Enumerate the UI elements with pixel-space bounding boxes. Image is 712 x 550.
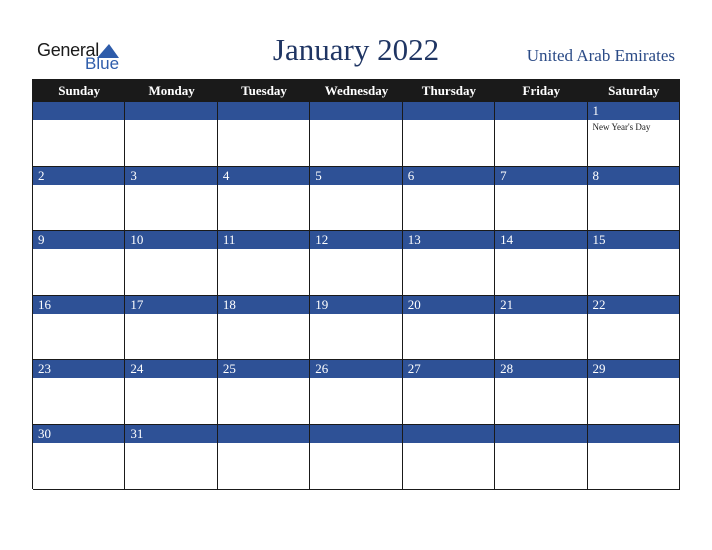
day-cell[interactable] bbox=[218, 231, 310, 296]
day-number bbox=[33, 102, 124, 120]
day-number bbox=[588, 425, 679, 443]
day-number bbox=[495, 425, 586, 443]
day-number: 21 bbox=[495, 296, 586, 314]
day-event bbox=[403, 443, 494, 445]
day-number: 7 bbox=[495, 167, 586, 185]
day-number: 5 bbox=[310, 167, 401, 185]
day-number: 16 bbox=[33, 296, 124, 314]
day-number: 1 bbox=[588, 102, 679, 120]
day-event bbox=[218, 443, 309, 445]
weekday-thursday: Thursday bbox=[421, 83, 476, 98]
day-event bbox=[403, 378, 494, 380]
day-cell[interactable] bbox=[403, 360, 495, 425]
weekday-friday: Friday bbox=[522, 83, 561, 98]
day-cell[interactable] bbox=[588, 296, 680, 361]
day-number: 4 bbox=[218, 167, 309, 185]
day-event bbox=[588, 249, 679, 251]
day-number: 28 bbox=[495, 360, 586, 378]
day-cell[interactable] bbox=[218, 167, 310, 232]
day-cell[interactable] bbox=[310, 425, 402, 490]
day-event bbox=[310, 120, 401, 122]
day-cell[interactable] bbox=[403, 167, 495, 232]
day-cell[interactable] bbox=[588, 425, 680, 490]
day-number: 25 bbox=[218, 360, 309, 378]
day-event bbox=[125, 185, 216, 187]
day-number: 29 bbox=[588, 360, 679, 378]
week-row bbox=[33, 425, 680, 490]
day-event bbox=[588, 185, 679, 187]
day-event bbox=[495, 120, 586, 122]
day-cell[interactable] bbox=[495, 425, 587, 490]
day-cell[interactable] bbox=[33, 231, 125, 296]
day-event bbox=[125, 120, 216, 122]
page-title: January 2022 bbox=[272, 32, 440, 67]
day-number: 19 bbox=[310, 296, 401, 314]
day-number bbox=[495, 102, 586, 120]
day-event bbox=[125, 249, 216, 251]
day-cell[interactable] bbox=[33, 425, 125, 490]
day-event bbox=[588, 443, 679, 445]
day-event bbox=[495, 443, 586, 445]
day-number: 23 bbox=[33, 360, 124, 378]
day-number: 12 bbox=[310, 231, 401, 249]
day-event bbox=[310, 249, 401, 251]
day-cell[interactable] bbox=[218, 360, 310, 425]
weekday-saturday: Saturday bbox=[608, 83, 660, 98]
day-number bbox=[310, 425, 401, 443]
day-event bbox=[495, 314, 586, 316]
day-cell[interactable] bbox=[588, 360, 680, 425]
day-number bbox=[403, 102, 494, 120]
day-event bbox=[495, 185, 586, 187]
day-cell[interactable] bbox=[403, 231, 495, 296]
week-row bbox=[33, 167, 680, 232]
day-event bbox=[218, 185, 309, 187]
day-event: New Year's Day bbox=[592, 122, 651, 132]
day-cell[interactable] bbox=[403, 296, 495, 361]
day-event bbox=[218, 249, 309, 251]
day-cell[interactable] bbox=[403, 425, 495, 490]
day-event bbox=[588, 314, 679, 316]
day-event bbox=[403, 249, 494, 251]
day-event bbox=[218, 314, 309, 316]
day-event bbox=[125, 378, 216, 380]
day-number: 6 bbox=[403, 167, 494, 185]
day-event bbox=[403, 314, 494, 316]
day-cell[interactable] bbox=[310, 296, 402, 361]
day-cell[interactable] bbox=[495, 360, 587, 425]
day-cell[interactable] bbox=[33, 102, 125, 167]
day-number: 9 bbox=[33, 231, 124, 249]
day-number: 3 bbox=[125, 167, 216, 185]
day-number: 8 bbox=[588, 167, 679, 185]
day-event bbox=[218, 120, 309, 122]
day-event bbox=[310, 443, 401, 445]
day-number: 10 bbox=[125, 231, 216, 249]
weekday-wednesday: Wednesday bbox=[324, 83, 389, 98]
day-cell[interactable] bbox=[33, 296, 125, 361]
day-event bbox=[125, 443, 216, 445]
day-cell[interactable] bbox=[403, 102, 495, 167]
day-number bbox=[125, 102, 216, 120]
day-number bbox=[310, 102, 401, 120]
day-number: 11 bbox=[218, 231, 309, 249]
weekday-header bbox=[33, 80, 680, 102]
day-event bbox=[33, 249, 124, 251]
day-cell[interactable] bbox=[495, 296, 587, 361]
day-number: 14 bbox=[495, 231, 586, 249]
day-number: 31 bbox=[125, 425, 216, 443]
day-event bbox=[495, 249, 586, 251]
day-cell[interactable] bbox=[218, 296, 310, 361]
day-number: 24 bbox=[125, 360, 216, 378]
day-event bbox=[33, 120, 124, 122]
day-event bbox=[33, 443, 124, 445]
day-event bbox=[403, 185, 494, 187]
day-number: 13 bbox=[403, 231, 494, 249]
day-cell[interactable] bbox=[125, 231, 217, 296]
day-number: 30 bbox=[33, 425, 124, 443]
day-cell[interactable] bbox=[310, 102, 402, 167]
day-cell[interactable] bbox=[495, 102, 587, 167]
calendar-grid bbox=[32, 79, 680, 489]
day-number bbox=[218, 425, 309, 443]
weekday-tuesday: Tuesday bbox=[241, 83, 287, 98]
week-row bbox=[33, 231, 680, 296]
country-name: United Arab Emirates bbox=[526, 46, 675, 65]
day-event bbox=[310, 185, 401, 187]
day-cell[interactable] bbox=[588, 231, 680, 296]
day-cell[interactable] bbox=[125, 102, 217, 167]
day-number: 2 bbox=[33, 167, 124, 185]
day-event bbox=[33, 378, 124, 380]
day-number bbox=[218, 102, 309, 120]
day-cell[interactable] bbox=[125, 360, 217, 425]
week-row bbox=[33, 102, 680, 167]
day-cell[interactable] bbox=[310, 167, 402, 232]
day-cell[interactable] bbox=[125, 296, 217, 361]
day-cell[interactable] bbox=[310, 360, 402, 425]
day-number: 26 bbox=[310, 360, 401, 378]
day-cell[interactable] bbox=[125, 167, 217, 232]
week-row bbox=[33, 296, 680, 361]
day-event bbox=[218, 378, 309, 380]
day-event bbox=[403, 120, 494, 122]
day-cell[interactable] bbox=[588, 167, 680, 232]
day-event bbox=[588, 378, 679, 380]
week-row bbox=[33, 360, 680, 425]
day-event bbox=[495, 378, 586, 380]
day-cell[interactable] bbox=[218, 102, 310, 167]
day-number: 27 bbox=[403, 360, 494, 378]
weekday-monday: Monday bbox=[148, 83, 195, 98]
day-cell[interactable] bbox=[588, 102, 680, 167]
day-number: 17 bbox=[125, 296, 216, 314]
calendar-weeks bbox=[33, 102, 680, 490]
day-cell[interactable] bbox=[33, 360, 125, 425]
day-number: 15 bbox=[588, 231, 679, 249]
day-event bbox=[33, 314, 124, 316]
day-event bbox=[33, 185, 124, 187]
logo-general-text: General bbox=[37, 40, 99, 60]
day-event bbox=[310, 314, 401, 316]
weekday-sunday: Sunday bbox=[58, 83, 101, 98]
day-cell[interactable] bbox=[495, 167, 587, 232]
day-cell[interactable] bbox=[218, 425, 310, 490]
day-cell[interactable] bbox=[495, 231, 587, 296]
day-number: 18 bbox=[218, 296, 309, 314]
logo-blue-text: Blue bbox=[85, 54, 120, 73]
day-event bbox=[125, 314, 216, 316]
day-cell[interactable] bbox=[33, 167, 125, 232]
day-number: 20 bbox=[403, 296, 494, 314]
day-cell[interactable] bbox=[125, 425, 217, 490]
day-cell[interactable] bbox=[310, 231, 402, 296]
day-number bbox=[403, 425, 494, 443]
day-number: 22 bbox=[588, 296, 679, 314]
day-event bbox=[310, 378, 401, 380]
